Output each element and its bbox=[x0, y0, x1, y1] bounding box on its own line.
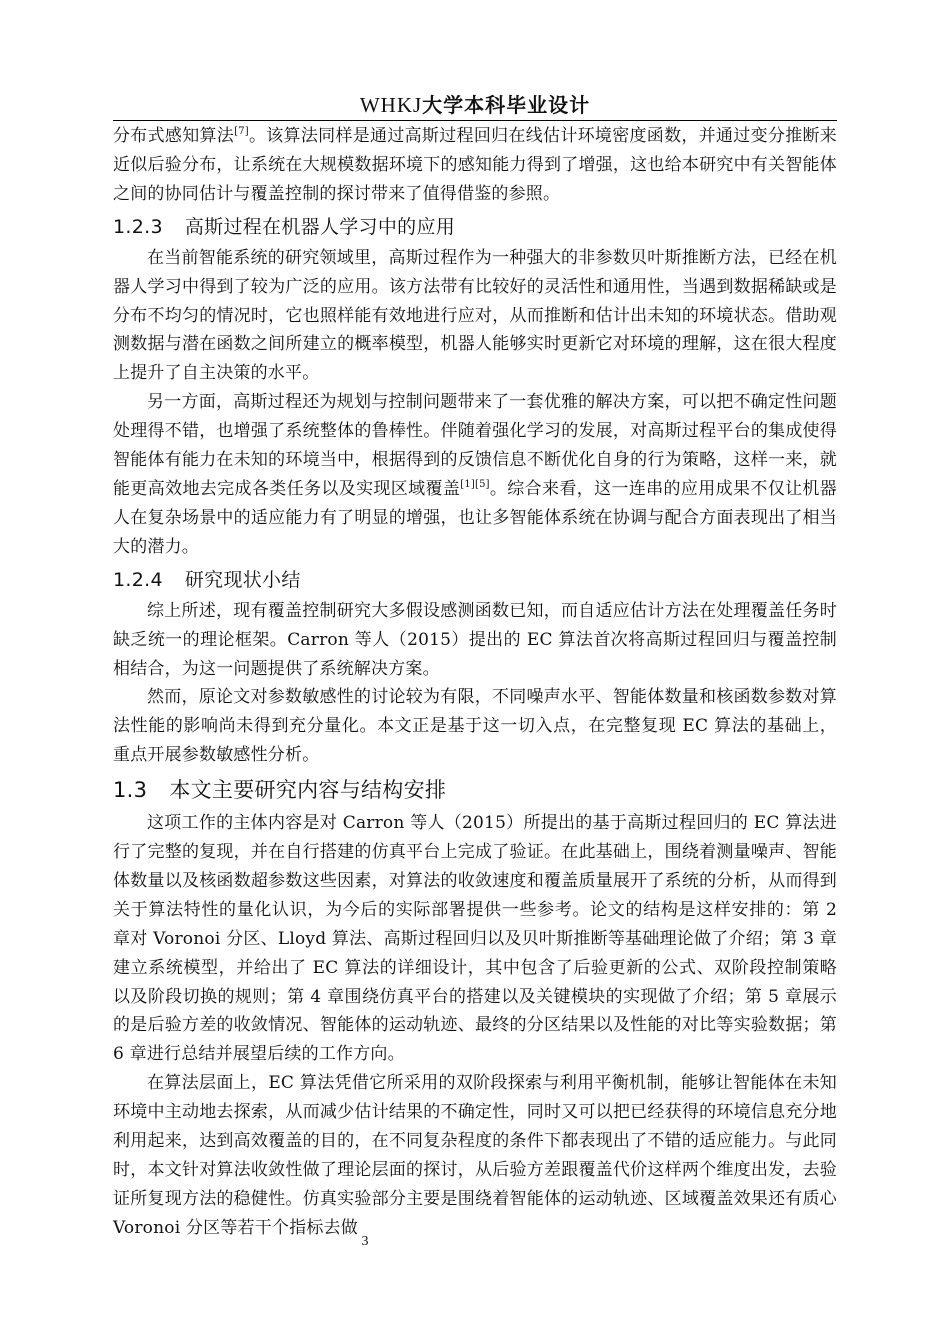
section-heading-1-2-4 bbox=[113, 565, 837, 595]
citation: [7] bbox=[234, 126, 249, 137]
section-number: 1.2.4 bbox=[113, 568, 163, 591]
paragraph: 在当前智能系统的研究领域里，高斯过程作为一种强大的非参数贝叶斯推断方法，已经在机器人学习中得到了较为广泛的应用。该方法带有比较好的灵活性和通用性，当遇到数据稀缺或是分布不均匀的情况时，它也照样能有效地进行应对，从而推断和估计出未知的环境状态。借助观测数据与潜在函数之间所建立的概率模型，机器人能够实时更新它对环境的理解，这在很大程度上提升了自主决策的水平。 bbox=[113, 247, 837, 384]
section-title: 高斯过程在机器人学习中的应用 bbox=[184, 215, 456, 238]
section-number: 1.2.3 bbox=[113, 215, 163, 238]
section-title: 本文主要研究内容与结构安排 bbox=[169, 778, 447, 803]
paragraph: 综上所述，现有覆盖控制研究大多假设感测函数已知，而自适应估计方法在处理覆盖任务时缺乏统一的理论框架。Carron 等人（2015）提出的 EC 算法首次将高斯过程回归与覆盖控制相结合，为这一问题提供了系统解决方案。 bbox=[113, 600, 837, 679]
paragraph: 然而，原论文对参数敏感性的讨论较为有限，不同噪声水平、智能体数量和核函数参数对算法性能的影响尚未得到充分量化。本文正是基于这一切入点，在完整复现 EC 算法的基础上，重点开展参数敏感性分析。 bbox=[113, 687, 837, 766]
paragraph-text: 。该算法同样是通过高斯过程回归在线估计环境密度函数，并通过变分推断来近似后验分布，让系统在大规模数据环境下的感知能力得到了增强，这也给本研究中有关智能体之间的协同估计与覆盖控制的探讨带来了值得借鉴的参照。 bbox=[113, 126, 837, 204]
citation: [1][5] bbox=[460, 478, 490, 490]
section-heading-1-2-3 bbox=[113, 212, 837, 242]
paragraph: 这项工作的主体内容是对 Carron 等人（2015）所提出的基于高斯过程回归的 EC 算法进行了完整的复现，并在自行搭建的仿真平台上完成了验证。在此基础上，围绕着测量噪声、智能体数量以及核函数超参数这些因素，对算法的收敛速度和覆盖质量展开了系统的分析，从而得到关于算法特性的量化认识，为今后的实际部署提供一些参考。论文的结构是这样安排的：第 2 章对 Voronoi 分区、Lloyd 算法、高斯过程回归以及贝叶斯推断等基础理论做了介绍；第 3 章建立系统模型，并给出了 EC 算法的详细设计，其中包含了后验更新的公式、双阶段控制策略以及阶段切换的规则；第 4 章围绕仿真平台的搭建以及关键模块的实现做了介绍；第 5 章展示的是后验方差的收敛情况、智能体的运动轨迹、最终的分区结果以及性能的对比等实验数据；第 6 章进行总结并展望后续的工作方向。 bbox=[113, 813, 837, 1065]
paragraph-text: 另一方面，高斯过程还为规划与控制问题带来了一套优雅的解决方案，可以把不确定性问题处理得不错，也增强了系统整体的鲁棒性。伴随着强化学习的发展，对高斯过程平台的集成使得智能体有能力在未知的环境当中，根据得到的反馈信息不断优化自身的行为策略，这样一来，就能更高效地去完成各类任务以及实现区域覆盖 bbox=[113, 392, 837, 499]
paragraph bbox=[113, 388, 837, 561]
paragraph-text: 分布式感知算法 bbox=[113, 126, 235, 146]
paragraph: 在算法层面上，EC 算法凭借它所采用的双阶段探索与利用平衡机制，能够让智能体在未知环境中主动地去探索，从而减少估计结果的不确定性，同时又可以把已经获得的环境信息充分地利用起来，达到高效覆盖的目的，在不同复杂程度的条件下都表现出了不错的适应能力。与此同时，本文针对算法收敛性做了理论层面的探讨，从后验方差跟覆盖代价这样两个维度出发，去验证所复现方法的稳健性。仿真实验部分主要是围绕着智能体的运动轨迹、区域覆盖效果还有质心 Voronoi 分区等若干个指标去做 bbox=[113, 1073, 837, 1238]
section-heading-1-3 bbox=[113, 774, 837, 806]
paragraph-text: 。综合来看，这一连串的应用成果不仅让机器人在复杂场景中的适应能力有了明显的增强，也让多智能体系统在协调与配合方面表现出了相当大的潜力。 bbox=[113, 478, 837, 557]
school-code: WHKJ bbox=[359, 93, 423, 117]
paragraph-continued bbox=[113, 122, 837, 209]
main-text bbox=[113, 122, 837, 1243]
page-header bbox=[113, 93, 837, 121]
section-title: 研究现状小结 bbox=[184, 568, 301, 591]
header-title: 大学本科毕业设计 bbox=[422, 93, 591, 117]
section-number: 1.3 bbox=[113, 778, 148, 803]
page-number: 3 bbox=[361, 1234, 369, 1249]
